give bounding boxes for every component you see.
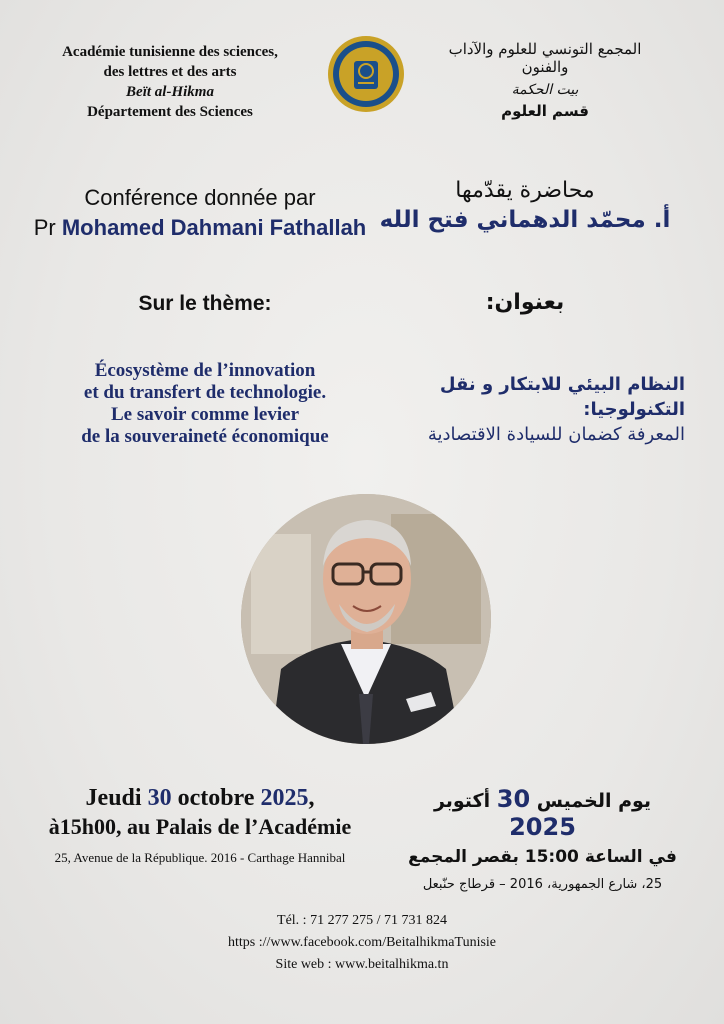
academy-line: Académie tunisienne des sciences, [62, 44, 278, 60]
theme-label-fr: Sur le thème: [138, 292, 272, 315]
speaker-name-line-fr [30, 215, 370, 241]
academy-logo [327, 35, 405, 113]
speaker-name-fr: Mohamed Dahmani Fathallah [61, 215, 367, 240]
academy-name-ar-line: المجمع التونسي للعلوم والآداب والفنون [448, 40, 642, 76]
lecture-title-fr [35, 360, 375, 448]
time-place-fr: à15h00, au Palais de l’Académie [48, 814, 352, 839]
academy-line: Beït al-Hikma [126, 84, 214, 100]
lecture-title-ar [380, 372, 685, 447]
time-place-ar [400, 847, 685, 867]
academy-name-fr [30, 42, 310, 122]
year-ar: 2025 [509, 813, 576, 841]
speaker-fr [30, 185, 370, 241]
title-line: التكنولوجيا: [583, 399, 685, 420]
date-line-fr [40, 785, 360, 812]
title-line: المعرفة كضمان للسيادة الاقتصادية [427, 424, 685, 445]
theme-label-ar: بعنوان: [485, 290, 565, 315]
daynum-ar: 30 [496, 785, 531, 813]
speaker-intro-fr: Conférence donnée par [84, 185, 316, 210]
speaker-photo [241, 494, 491, 744]
beit-al-hikma-ar: بيت الحكمة [511, 82, 579, 98]
address-fr: 25, Avenue de la République. 2016 - Carthage Hannibal [54, 850, 346, 865]
event-date-ar [400, 785, 685, 892]
title-line: et du transfert de technologie. [83, 382, 327, 403]
month-ar: أكتوبر [433, 790, 491, 812]
academy-name-ar [425, 40, 665, 120]
department-ar: قسم العلوم [501, 102, 589, 120]
day-fr: Jeudi [85, 785, 142, 811]
facebook-link[interactable]: https ://www.facebook.com/BeitalhikmaTunisie [227, 935, 497, 950]
year-fr: 2025 [260, 785, 309, 811]
month-fr: octobre [177, 785, 255, 811]
title-line: النظام البيئي للابتكار و نقل [439, 374, 685, 395]
speaker-intro-ar: محاضرة يقدّمها [455, 178, 595, 203]
title-line: Écosystème de l’innovation [94, 360, 316, 381]
speaker-prefix: Pr [33, 215, 56, 240]
contact-info [200, 910, 524, 976]
academy-line: Département des Sciences [87, 104, 253, 120]
comma: , [308, 785, 315, 811]
title-line: Le savoir comme levier [111, 404, 299, 425]
event-date-fr [40, 785, 360, 866]
phone: Tél. : 71 277 275 / 71 731 824 [277, 913, 447, 928]
address-ar: 25، شارع الجمهورية، 2016 – قرطاج حنّبعل [422, 877, 663, 892]
academy-line: des lettres et des arts [103, 64, 237, 80]
time-ar: 15:00 [524, 847, 579, 867]
date-line-ar [400, 785, 685, 841]
time-pre-ar: في الساعة [584, 847, 677, 867]
place-ar: بقصر المجمع [408, 847, 519, 867]
website-link[interactable]: Site web : www.beitalhikma.tn [275, 957, 449, 972]
speaker-ar [370, 178, 680, 233]
day-ar: يوم الخميس [536, 790, 652, 812]
speaker-name-ar: أ. محمّد الدهماني فتح الله [379, 207, 671, 233]
title-line: de la souveraineté économique [81, 426, 329, 447]
daynum-fr: 30 [147, 785, 172, 811]
